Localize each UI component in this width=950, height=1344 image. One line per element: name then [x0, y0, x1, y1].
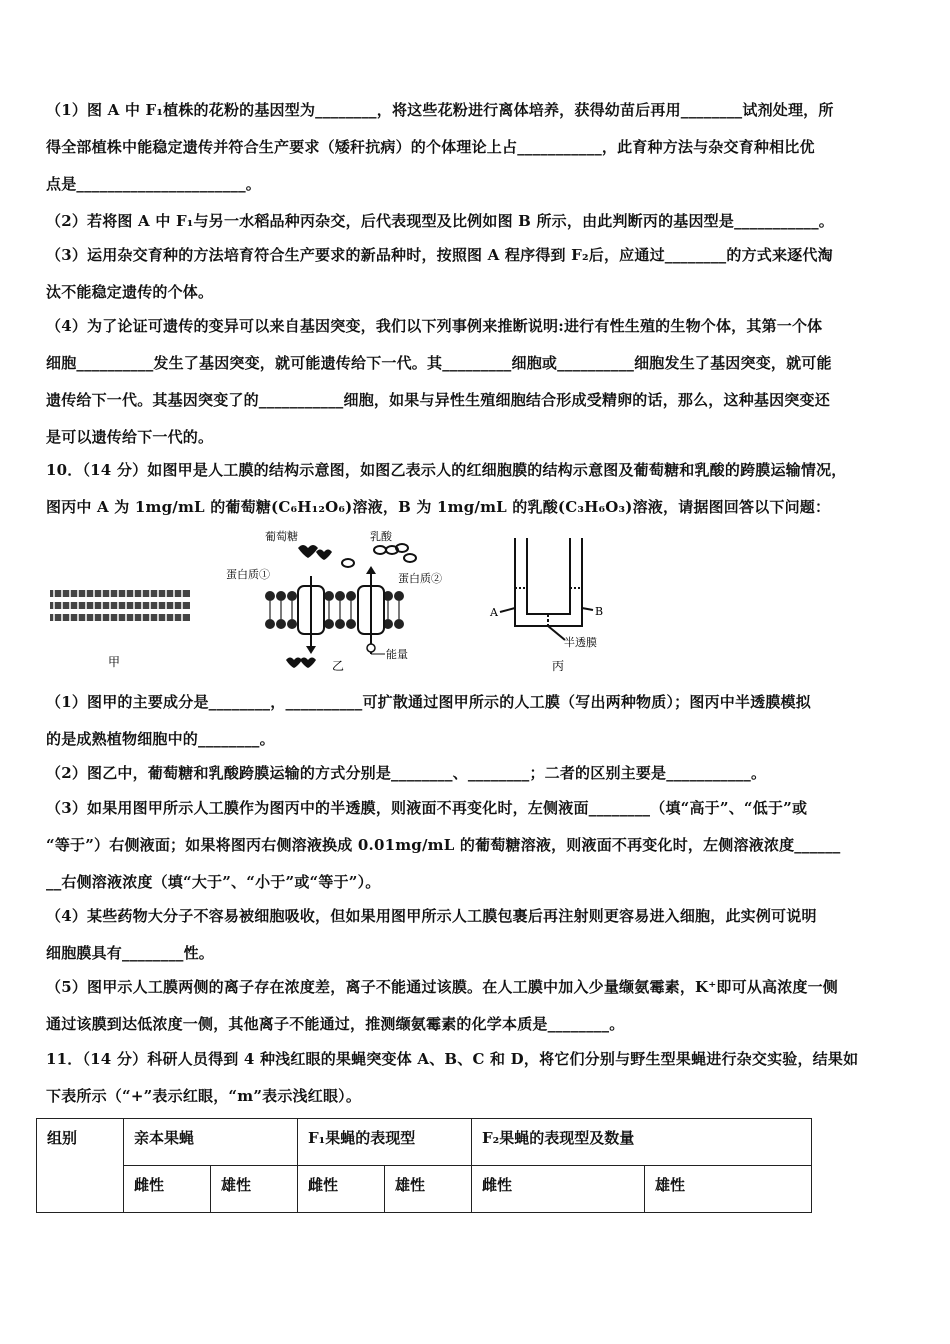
q11-stem-line1: 11．（14 分）科研人员得到 4 种浅红眼的果蝇突变体 A、B、C 和 D，将它们分别与野生型果蝇进行杂交实验，结果如 [46, 1050, 859, 1068]
q11-stem-line2: 下表所示（“+”表示红眼，“m”表示浅红眼）。 [46, 1087, 362, 1105]
q10-stem-line2: 图丙中 A 为 1mg/mL 的葡萄糖(C₆H₁₂O₆)溶液，B 为 1mg/mL 的乳酸(C₃H₆O₃)溶液，请据图回答以下问题： [46, 498, 831, 516]
q9-p4-line3: 遗传给下一代。其基因突变了的___________细胞，如果与异性生殖细胞结合形成受精卵的话，那么，这种基因突变还 [46, 391, 830, 409]
q10-part5 [46, 969, 908, 1043]
header-f2: F₂果蝇的表现型及数量 [472, 1119, 812, 1166]
figure-bing-utube [500, 538, 593, 640]
q10-part2 [46, 755, 908, 792]
q10-p1-line1: （1）图甲的主要成分是________，__________可扩散通过图甲所示的人工膜（写出两种物质）；图丙中半透膜模拟 [46, 693, 811, 711]
q10-p3-line3: __右侧溶液浓度（填“大于”、“小于”或“等于”）。 [46, 873, 381, 891]
q10-part3 [46, 790, 908, 901]
q10-p5-line2: 通过该膜到达低浓度一侧，其他离子不能通过，推测缬氨霉素的化学本质是________。 [46, 1015, 625, 1033]
f2-female: 雌性 [472, 1166, 645, 1213]
glucose-label: 葡萄糖 [265, 530, 298, 543]
q9-p3-line1: （3）运用杂交育种的方法培育符合生产要求的新品种时，按照图 A 程序得到 F₂后，应通过________的方式来逐代淘 [46, 246, 833, 264]
figure-yi-membrane [226, 529, 442, 668]
q9-p3-line2: 汰不能稳定遗传的个体。 [46, 283, 214, 301]
q9-p1-line2: 得全部植株中能稳定遗传并符合生产要求（矮秆抗病）的个体理论上占___________，此育种方法与杂交育种相比优 [46, 138, 815, 156]
solution-b-label: B [595, 605, 604, 618]
energy-label: 能量 [386, 648, 408, 661]
q11-stem [46, 1041, 908, 1115]
figure-label-yi: 乙 [332, 659, 345, 673]
q9-p2-line: （2）若将图 A 中 F₁与另一水稻品种丙杂交，后代表现型及比例如图 B 所示，由此判断丙的基因型是___________。 [46, 212, 834, 230]
header-group: 组别 [37, 1119, 124, 1213]
q10-p4-line2: 细胞膜具有________性。 [46, 944, 215, 962]
f1-female: 雌性 [298, 1166, 385, 1213]
q9-p4-line4: 是可以遗传给下一代的。 [46, 428, 214, 446]
lactic-label: 乳酸 [370, 530, 392, 543]
figure-label-bing: 丙 [552, 659, 565, 673]
q10-part1 [46, 684, 908, 758]
table-header-row [37, 1119, 812, 1166]
q9-part2 [46, 203, 908, 240]
q10-p2-line: （2）图乙中，葡萄糖和乳酸跨膜运输的方式分别是________、________；二者的区别主要是___________。 [46, 764, 767, 782]
f2-male: 雄性 [645, 1166, 812, 1213]
header-f1: F₁果蝇的表现型 [298, 1119, 472, 1166]
solution-a-label: A [490, 606, 498, 619]
q10-part4 [46, 898, 908, 972]
q10-p3-line1: （3）如果用图甲所示人工膜作为图丙中的半透膜，则液面不再变化时，左侧液面________（填“高于”、“低于”或 [46, 799, 808, 817]
q10-stem-line1: 10．（14 分）如图甲是人工膜的结构示意图，如图乙表示人的红细胞膜的结构示意图及葡萄糖和乳酸的跨膜运输情况， [46, 461, 847, 479]
q9-p4-line2: 细胞__________发生了基因突变，就可能遗传给下一代。其_________细胞或__________细胞发生了基因突变，就可能 [46, 354, 832, 372]
figure-label-jia: 甲 [108, 655, 121, 669]
q9-part1 [46, 92, 908, 203]
f1-male: 雄性 [385, 1166, 472, 1213]
parents-male: 雄性 [211, 1166, 298, 1213]
q10-stem [46, 452, 908, 526]
q9-part3 [46, 237, 908, 311]
lactic-molecules [342, 544, 416, 567]
q10-p5-line1: （5）图甲示人工膜两侧的离子存在浓度差，离子不能通过该膜。在人工膜中加入少量缬氨霉素，K⁺即可从高浓度一侧 [46, 978, 838, 996]
semipermeable-label: 半透膜 [564, 636, 597, 649]
protein1-label: 蛋白质① [226, 568, 270, 581]
protein2-label: 蛋白质② [398, 572, 442, 585]
q10-p4-line1: （4）某些药物大分子不容易被细胞吸收，但如果用图甲所示人工膜包裹后再注射则更容易进入细胞，此实例可说明 [46, 907, 817, 925]
q9-part4 [46, 308, 908, 456]
q9-p4-line1: （4）为了论证可遗传的变异可以来自基因突变，我们以下列事例来推断说明:进行有性生殖的生物个体，其第一个体 [46, 317, 823, 335]
q10-p1-line2: 的是成熟植物细胞中的________。 [46, 730, 275, 748]
parents-female: 雌性 [124, 1166, 211, 1213]
q11-results-table [36, 1118, 812, 1213]
membrane-figure [40, 528, 640, 678]
q9-p1-line3: 点是______________________。 [46, 175, 262, 193]
q9-p1-line1: （1）图 A 中 F₁植株的花粉的基因型为________，将这些花粉进行离体培养，获得幼苗后再用________试剂处理，所 [46, 101, 834, 119]
figure-jia-bilayer [50, 590, 190, 621]
table-subheader-row [37, 1166, 812, 1213]
q10-p3-line2: “等于”）右侧液面；如果将图丙右侧溶液换成 0.01mg/mL 的葡萄糖溶液，则液面不再变化时，左侧溶液浓度______ [46, 836, 841, 854]
header-parents: 亲本果蝇 [124, 1119, 298, 1166]
